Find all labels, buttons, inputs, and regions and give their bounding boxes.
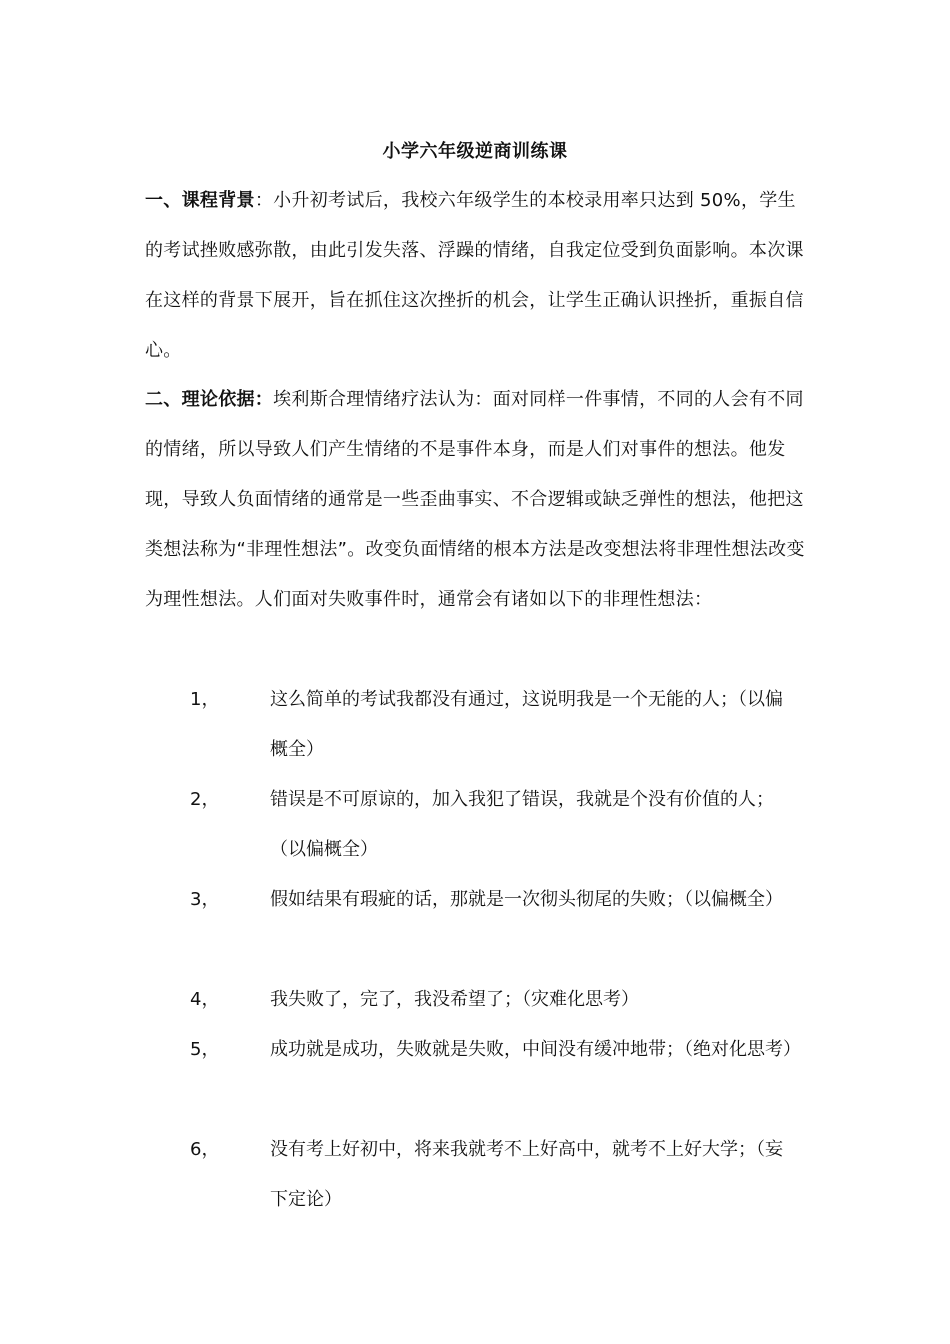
- list-item-number: 5，: [190, 1039, 220, 1060]
- list-item-text: 这么简单的考试我都没有通过，这说明我是一个无能的人；（以偏概全）: [270, 689, 783, 760]
- list-item-text: 我失败了，完了，我没希望了；（灾难化思考）: [270, 989, 639, 1010]
- section-background-heading: 一、课程背景: [145, 190, 255, 211]
- section-theory: [145, 375, 810, 625]
- document-title: 小学六年级逆商训练课: [382, 141, 568, 162]
- list-item-number: 3，: [190, 889, 220, 910]
- list-item-number: 6，: [190, 1139, 220, 1160]
- section-background-body: ：小升初考试后，我校六年级学生的本校录用率只达到 50%，学生的考试挫败感弥散，由此引发失落、浮躁的情绪，自我定位受到负面影响。本次课在这样的背景下展开，旨在抓住这次挫折的机会，让学生正确认识挫折，重振自信心。: [145, 190, 804, 361]
- list-item-text: 没有考上好初中，将来我就考不上好高中，就考不上好大学；（妄下定论）: [270, 1139, 783, 1210]
- section-background: [145, 176, 810, 376]
- section-theory-heading: 二、理论依据：: [145, 389, 274, 410]
- list-item-text: 错误是不可原谅的，加入我犯了错误，我就是个没有价值的人；（以偏概全）: [270, 789, 774, 860]
- section-theory-body: 埃利斯合理情绪疗法认为：面对同样一件事情，不同的人会有不同的情绪，所以导致人们产生情绪的不是事件本身，而是人们对事件的想法。他发现，导致人负面情绪的通常是一些歪曲事实、不合逻辑或缺乏弹性的想法，他把这类想法称为“非理性想法”。改变负面情绪的根本方法是改变想法将非理性想法改变为理性想法。人们面对失败事件时，通常会有诸如以下的非理性想法：: [145, 389, 805, 610]
- list-item-text: 假如结果有瑕疵的话，那就是一次彻头彻尾的失败；（以偏概全）: [270, 889, 783, 910]
- list-item-number: 4，: [190, 989, 220, 1010]
- list-item-text: 成功就是成功，失败就是失败，中间没有缓冲地带；（绝对化思考）: [270, 1039, 801, 1060]
- list-item-number: 2，: [190, 789, 220, 810]
- list-item-number: 1，: [190, 689, 220, 710]
